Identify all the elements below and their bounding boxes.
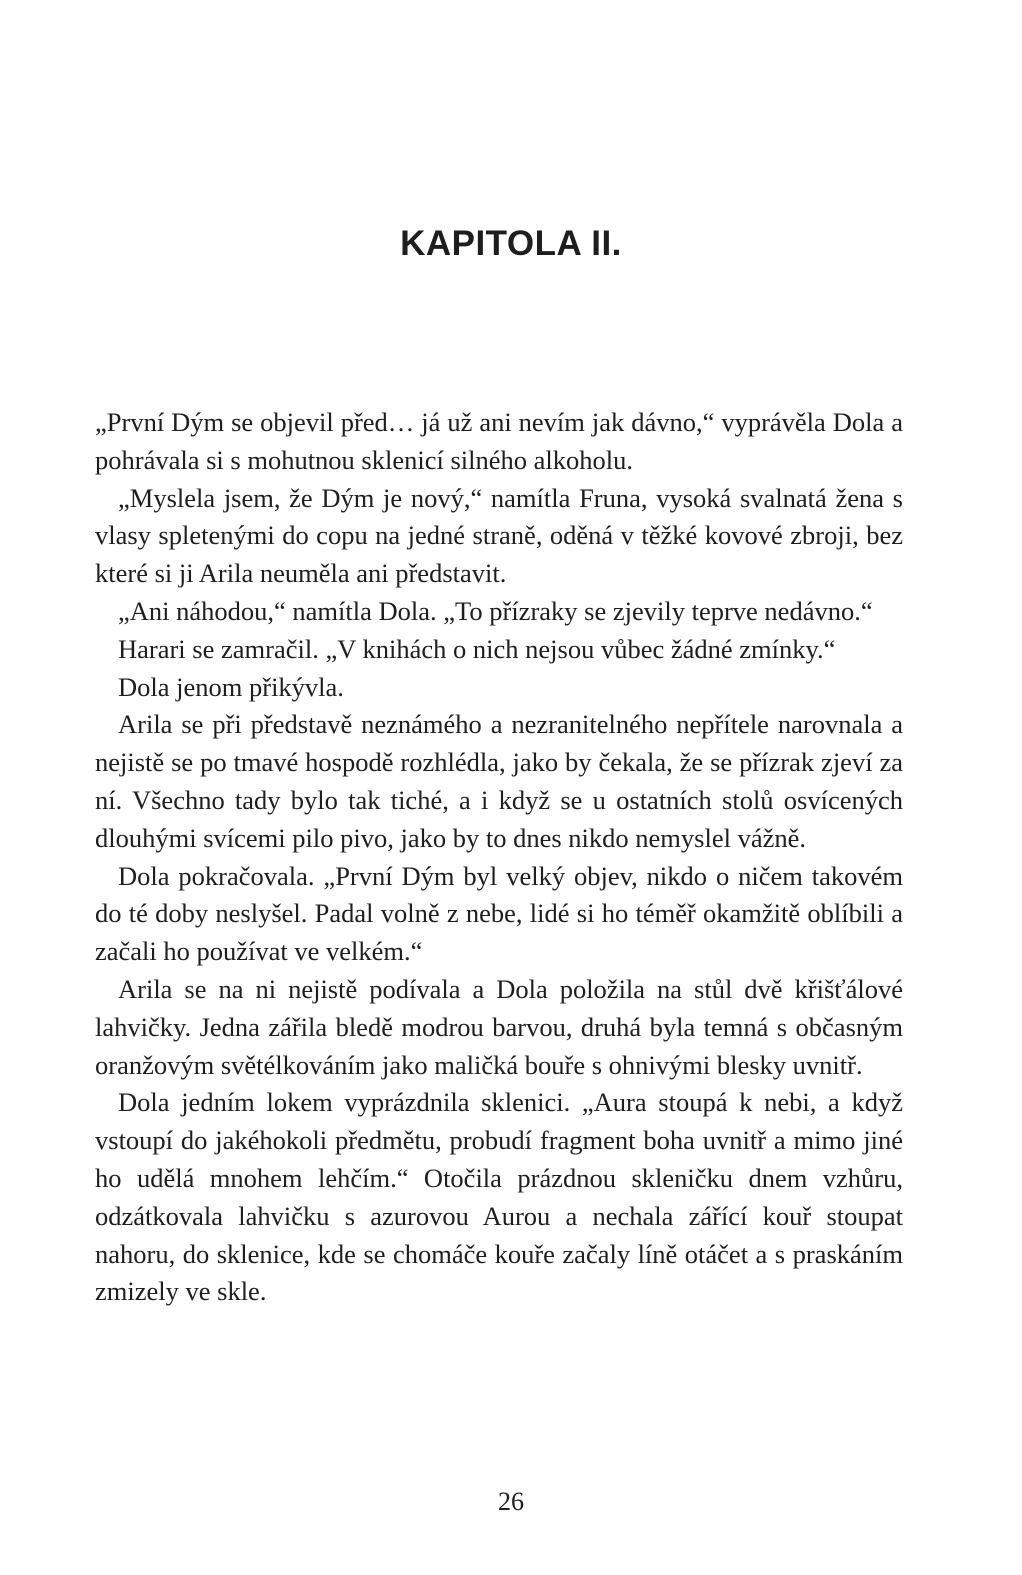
paragraph: Dola jedním lokem vyprázdnila sklenici. „Aura stoupá k nebi, a když vstoupí do jakéhokoli předmětu, probudí fragment boha uvnitř a mimo jiné ho udělá mnohem lehčím.“ Otočila prázdnou skleničku dnem vzhůru, odzátkovala lahvičku s azurovou Aurou a nechala zářící kouř stoupat nahoru, do sklenice, kde se chomáče kouře začaly líně otáčet a s praskáním zmizely ve skle. — [95, 1087, 903, 1307]
paragraph: „Ani náhodou,“ namítla Dola. „To přízraky se zjevily teprve nedávno.“ — [118, 595, 873, 626]
page-number: 26 — [498, 1487, 524, 1516]
paragraph: Arila se na ni nejistě podívala a Dola položila na stůl dvě křišťálové lahvičky. Jedna zářila bledě modrou barvou, druhá byla temná s občasným oranžovým světélkováním jako maličká bouře s ohnivými blesky uvnitř. — [95, 973, 903, 1080]
paragraph: Harari se zamračil. „V knihách o nich nejsou vůbec žádné zmínky.“ — [118, 633, 836, 664]
body-text — [95, 404, 903, 1311]
paragraph: „Myslela jsem, že Dým je nový,“ namítla Fruna, vysoká svalnatá žena s vlasy spletenými do copu na jedné straně, oděná v těžké kovové zbroji, bez které si ji Arila neuměla ani představit. — [95, 482, 903, 589]
paragraph: „První Dým se objevil před… já už ani nevím jak dávno,“ vyprávěla Dola a pohrávala si s mohutnou sklenicí silného alkoholu. — [95, 407, 903, 475]
paragraph: Dola pokračovala. „První Dým byl velký objev, nikdo o ničem takovém do té doby neslyšel. Padal volně z nebe, lidé si ho téměř okamžitě oblíbili a začali ho používat ve velkém.“ — [95, 860, 903, 967]
paragraph: Dola jenom přikývla. — [118, 671, 344, 702]
chapter-title: KAPITOLA II. — [400, 224, 622, 263]
paragraph: Arila se při představě neznámého a nezranitelného nepřítele narovnala a nejistě se po tmavé hospodě rozhlédla, jako by čekala, že se přízrak zjeví za ní. Všechno tady bylo tak tiché, a i když se u ostatních stolů osvícených dlouhými svícemi pilo pivo, jako by to dnes nikdo nemyslel vážně. — [95, 709, 903, 853]
